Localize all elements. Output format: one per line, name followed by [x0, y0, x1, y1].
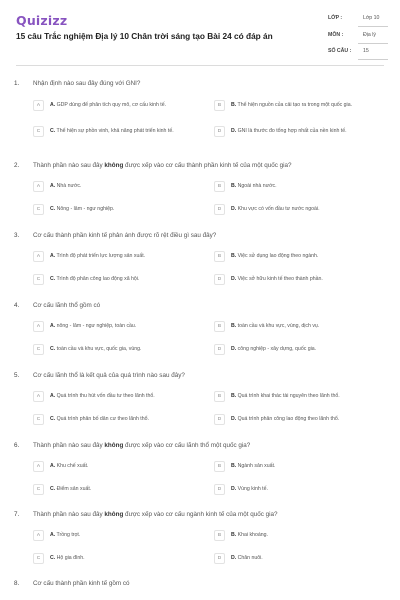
question-text: Thành phần nào sau đây không được xếp vào cơ cấu thành phần kinh tế của một quốc gia?	[33, 162, 292, 169]
option-b-box[interactable]: B	[214, 391, 225, 402]
option-d-box[interactable]: D	[214, 204, 225, 215]
option-c-box[interactable]: C	[33, 344, 44, 355]
option-b-box[interactable]: B	[214, 100, 225, 111]
option-d-box[interactable]: D	[214, 344, 225, 355]
meta-label-count: SỐ CÂU :	[328, 48, 352, 54]
question-number: 8.	[14, 580, 20, 587]
option-d-box[interactable]: D	[214, 414, 225, 425]
question-number: 1.	[14, 80, 20, 87]
option-d-text: D. Việc sở hữu kinh tế theo thành phần.	[231, 276, 323, 282]
meta-row-count	[328, 47, 388, 61]
option-b-text: B. Quá trình khai thác tài nguyên theo lãnh thổ.	[231, 393, 340, 399]
option-b-box[interactable]: B	[214, 461, 225, 472]
option-c-box[interactable]: C	[33, 553, 44, 564]
option-a-box[interactable]: A	[33, 181, 44, 192]
option-a-text: A. Quá trình thu hút vốn đầu tư theo lãnh thổ.	[50, 393, 155, 399]
worksheet-meta	[328, 14, 388, 64]
meta-value-class: Lớp 10	[363, 15, 380, 21]
meta-value-subject: Địa lý	[363, 31, 376, 38]
option-b-text: B. toàn cầu và khu vực, vùng, dịch vụ.	[231, 323, 320, 329]
option-a-box[interactable]: A	[33, 391, 44, 402]
option-d-text: D. Vùng kinh tế.	[231, 486, 268, 492]
option-d-box[interactable]: D	[214, 274, 225, 285]
option-c-text: C. Hộ gia đình.	[50, 555, 85, 561]
option-a-box[interactable]: A	[33, 461, 44, 472]
option-c-text: C. Quá trình phân bố dân cư theo lãnh thổ.	[50, 416, 149, 422]
meta-underline	[358, 43, 388, 44]
question-text: Cơ cấu thành phần kinh tế gồm có	[33, 580, 130, 587]
option-a-box[interactable]: A	[33, 530, 44, 541]
option-a-text: A. Khu chế xuất.	[50, 463, 89, 469]
question-text: Thành phần nào sau đây không được xếp vào cơ cấu ngành kinh tế của một quốc gia?	[33, 511, 278, 518]
meta-row-subject	[328, 31, 388, 45]
option-c-box[interactable]: C	[33, 204, 44, 215]
option-c-text: C. Thể hiện sự phồn vinh, khả năng phát triển kinh tế.	[50, 128, 174, 134]
option-a-text: A. GDP dùng để phân tích quy mô, cơ cấu kinh tế.	[50, 102, 167, 108]
option-c-box[interactable]: C	[33, 126, 44, 137]
option-d-text: D. công nghiệp - xây dựng, quốc gia.	[231, 346, 317, 352]
option-c-text: C. Nông - lâm - ngư nghiệp.	[50, 206, 115, 212]
option-c-box[interactable]: C	[33, 274, 44, 285]
option-b-text: B. Ngoài nhà nước.	[231, 183, 277, 189]
option-a-box[interactable]: A	[33, 100, 44, 111]
meta-underline	[358, 59, 388, 60]
option-d-box[interactable]: D	[214, 126, 225, 137]
header-divider	[16, 65, 384, 66]
option-c-box[interactable]: C	[33, 484, 44, 495]
option-d-box[interactable]: D	[214, 553, 225, 564]
question-text: Cơ cấu lãnh thổ là kết quả của quá trình nào sau đây?	[33, 372, 185, 379]
option-d-text: D. GNI là thước đo tổng hợp nhất của nền kinh tế.	[231, 128, 347, 134]
question-text: Thành phần nào sau đây không được xếp vào cơ cấu lãnh thổ một quốc gia?	[33, 442, 251, 449]
question-text: Cơ cấu lãnh thổ gồm có	[33, 302, 101, 309]
option-d-box[interactable]: D	[214, 484, 225, 495]
option-c-box[interactable]: C	[33, 414, 44, 425]
question-number: 6.	[14, 442, 20, 449]
option-b-box[interactable]: B	[214, 181, 225, 192]
option-a-text: A. Nhà nước.	[50, 183, 82, 189]
question-number: 5.	[14, 372, 20, 379]
option-b-box[interactable]: B	[214, 530, 225, 541]
option-a-box[interactable]: A	[33, 321, 44, 332]
option-a-box[interactable]: A	[33, 251, 44, 262]
option-b-box[interactable]: B	[214, 251, 225, 262]
meta-label-class: LỚP :	[328, 15, 343, 21]
quizizz-logo: Quizizz	[16, 13, 68, 28]
option-b-text: B. Thể hiện nguồn của cải tạo ra trong một quốc gia.	[231, 102, 353, 108]
question-number: 7.	[14, 511, 20, 518]
option-d-text: D. Chăn nuôi.	[231, 555, 263, 561]
option-c-text: C. toàn cầu và khu vực, quốc gia, vùng.	[50, 346, 142, 352]
meta-value-count: 15	[363, 48, 369, 54]
option-b-text: B. Việc sử dụng lao động theo ngành.	[231, 253, 319, 259]
option-b-text: B. Khai khoáng.	[231, 532, 268, 538]
worksheet-title: 15 câu Trắc nghiệm Địa lý 10 Chân trời sáng tạo Bài 24 có đáp án	[16, 31, 273, 41]
option-d-text: D. Quá trình phân công lao động theo lãnh thổ.	[231, 416, 340, 422]
option-b-box[interactable]: B	[214, 321, 225, 332]
question-number: 2.	[14, 162, 20, 169]
question-text: Nhận định nào sau đây đúng với GNI?	[33, 80, 141, 87]
option-c-text: C. Điểm sản xuất.	[50, 486, 92, 492]
option-a-text: A. Trồng trọt.	[50, 532, 81, 538]
option-d-text: D. Khu vực có vốn đầu tư nước ngoài.	[231, 206, 320, 212]
option-c-text: C. Trình độ phân công lao động xã hội.	[50, 276, 140, 282]
question-number: 3.	[14, 232, 20, 239]
worksheet-header	[0, 0, 400, 64]
meta-label-subject: MÔN :	[328, 31, 344, 38]
meta-underline	[358, 26, 388, 27]
option-a-text: A. nông - lâm - ngư nghiệp, toàn cầu.	[50, 323, 137, 329]
option-b-text: B. Ngành sản xuất.	[231, 463, 276, 469]
meta-row-class	[328, 14, 388, 28]
question-text: Cơ cấu thành phần kinh tế phản ánh được rõ rệt điều gì sau đây?	[33, 232, 217, 239]
option-a-text: A. Trình độ phát triển lực lượng sản xuất.	[50, 253, 146, 259]
question-number: 4.	[14, 302, 20, 309]
